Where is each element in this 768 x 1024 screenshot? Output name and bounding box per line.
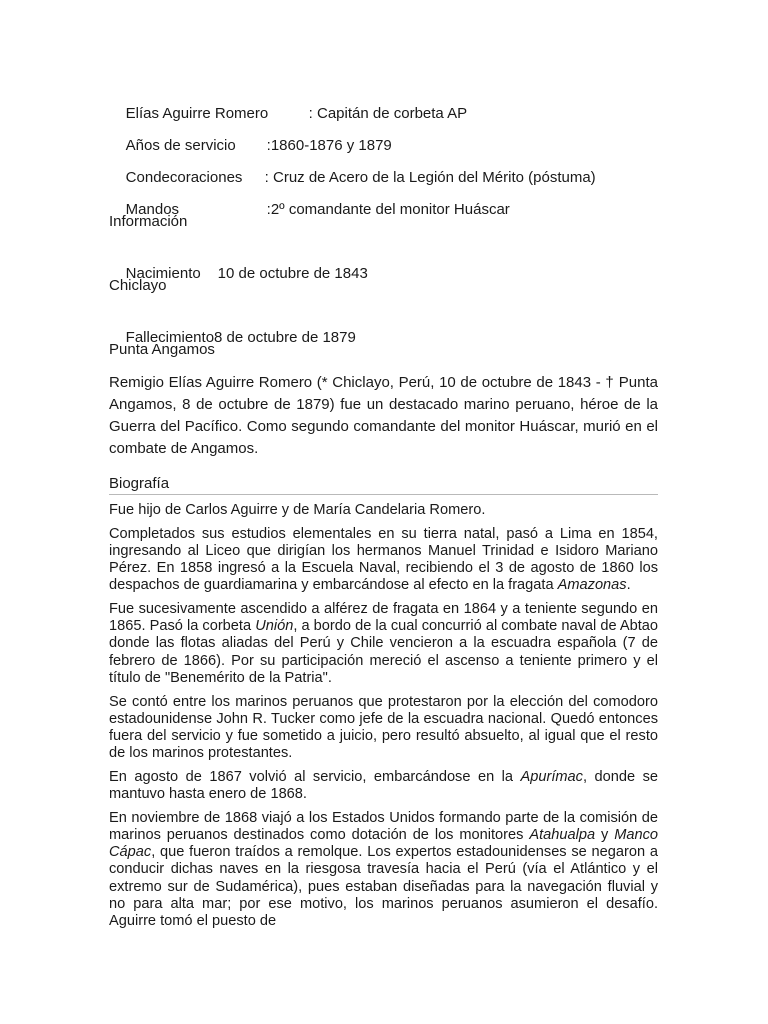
commands-label: Mandos xyxy=(125,201,180,218)
ship-name: Unión xyxy=(255,618,294,635)
rank-value: : Capitán de corbeta AP xyxy=(308,105,468,122)
service-years-value: :1860-1876 y 1879 xyxy=(266,137,392,154)
paragraph-text: Completados sus estudios elementales en su tierra natal, pasó a Lima en 1854, ingresando al Liceo que dirigían los hermanos Manuel Trinidad e Isidoro Mariano Pérez. En 1858 ingresó a la Escuela Naval, recibiendo el 3 de agosto de 1860 los despachos de guardiamarina y embarcándose al efecto en la fragata xyxy=(109,525,658,594)
paragraph-text: En agosto de 1867 volvió al servicio, embarcándose en la xyxy=(109,768,521,785)
ship-name: Apurímac xyxy=(520,768,583,785)
document-page xyxy=(109,84,658,937)
paragraph-text: Fue sucesivamente ascendido a alférez de fragata en 1864 y a teniente segundo en 1865. Pasó la corbeta xyxy=(109,601,658,635)
death-date: 8 de octubre de 1879 xyxy=(214,329,356,346)
decorations-value: : Cruz de Acero de la Legión del Mérito (póstuma) xyxy=(264,169,596,186)
paragraph-text: y xyxy=(595,826,615,843)
ship-name: Manco Cápac xyxy=(109,826,658,861)
birth-date: 10 de octubre de 1843 xyxy=(217,265,368,282)
info-heading: Información xyxy=(109,213,188,230)
name-label: Elías Aguirre Romero xyxy=(125,105,269,122)
biography-heading: Biografía xyxy=(109,475,658,495)
biography-paragraph-5 xyxy=(109,769,658,803)
biography-paragraph-6 xyxy=(109,810,658,930)
biography-paragraph-4: Se contó entre los marinos peruanos que protestaron por la elección del comodoro estadounidense John R. Tucker como jefe de la escuadra nacional. Quedó entonces fuera del servicio y fue sometido a juicio, pero resultó absuelto, al igual que el resto de los marinos protestantes. xyxy=(109,693,658,762)
ship-name: Amazonas xyxy=(557,577,627,594)
intro-paragraph: Remigio Elías Aguirre Romero (* Chiclayo, Perú, 10 de octubre de 1843 - † Punta Angamos, 8 de octubre de 1879) fue un destacado marino peruano, héroe de la Guerra del Pacífico. Como segundo comandante del monitor Huáscar, murió en el combate de Angamos. xyxy=(109,374,658,457)
paragraph-text: , donde se mantuvo hasta enero de 1868. xyxy=(109,768,658,803)
biography-paragraph-2 xyxy=(109,526,658,595)
service-years-label: Años de servicio xyxy=(125,137,236,154)
birth-place: Chiclayo xyxy=(109,277,167,294)
birth-row xyxy=(109,244,658,282)
paragraph-text: . xyxy=(626,577,631,594)
biography-paragraph-3 xyxy=(109,601,658,687)
death-label: Fallecimiento xyxy=(125,329,215,346)
ship-name: Atahualpa xyxy=(529,826,596,843)
decorations-label: Condecoraciones xyxy=(125,169,243,186)
paragraph-text: , que fueron traídos a remolque. Los expertos estadounidenses se negaron a conducir dichas naves en la riesgosa travesía hacia el Perú (vía el Atlántico y el extremo sur de Sudamérica), pues estaban diseñadas para la navegación fluvial y no para alta mar; por ese motivo, los marinos peruanos asumieron el desafío. Aguirre tomó el puesto de xyxy=(109,844,658,929)
death-place: Punta Angamos xyxy=(109,341,215,358)
name-rank-row xyxy=(109,84,658,122)
death-row xyxy=(109,308,658,346)
commands-value: :2º comandante del monitor Huáscar xyxy=(266,201,510,218)
biography-paragraph-1: Fue hijo de Carlos Aguirre y de María Candelaria Romero. xyxy=(109,502,486,518)
paragraph-text: En noviembre de 1868 viajó a los Estados Unidos formando parte de la comisión de marinos peruanos destinados como dotación de los monitores xyxy=(109,809,658,843)
paragraph-text: , a bordo de la cual concurrió al combate naval de Abtao donde las flotas aliadas del Perú y Chile vencieron a la escuadra española (7 de febrero de 1866). Por su participación mereció el ascenso a teniente primero y el título de "Benemérito de la Patria". xyxy=(109,618,658,686)
birth-label: Nacimiento xyxy=(125,265,201,282)
